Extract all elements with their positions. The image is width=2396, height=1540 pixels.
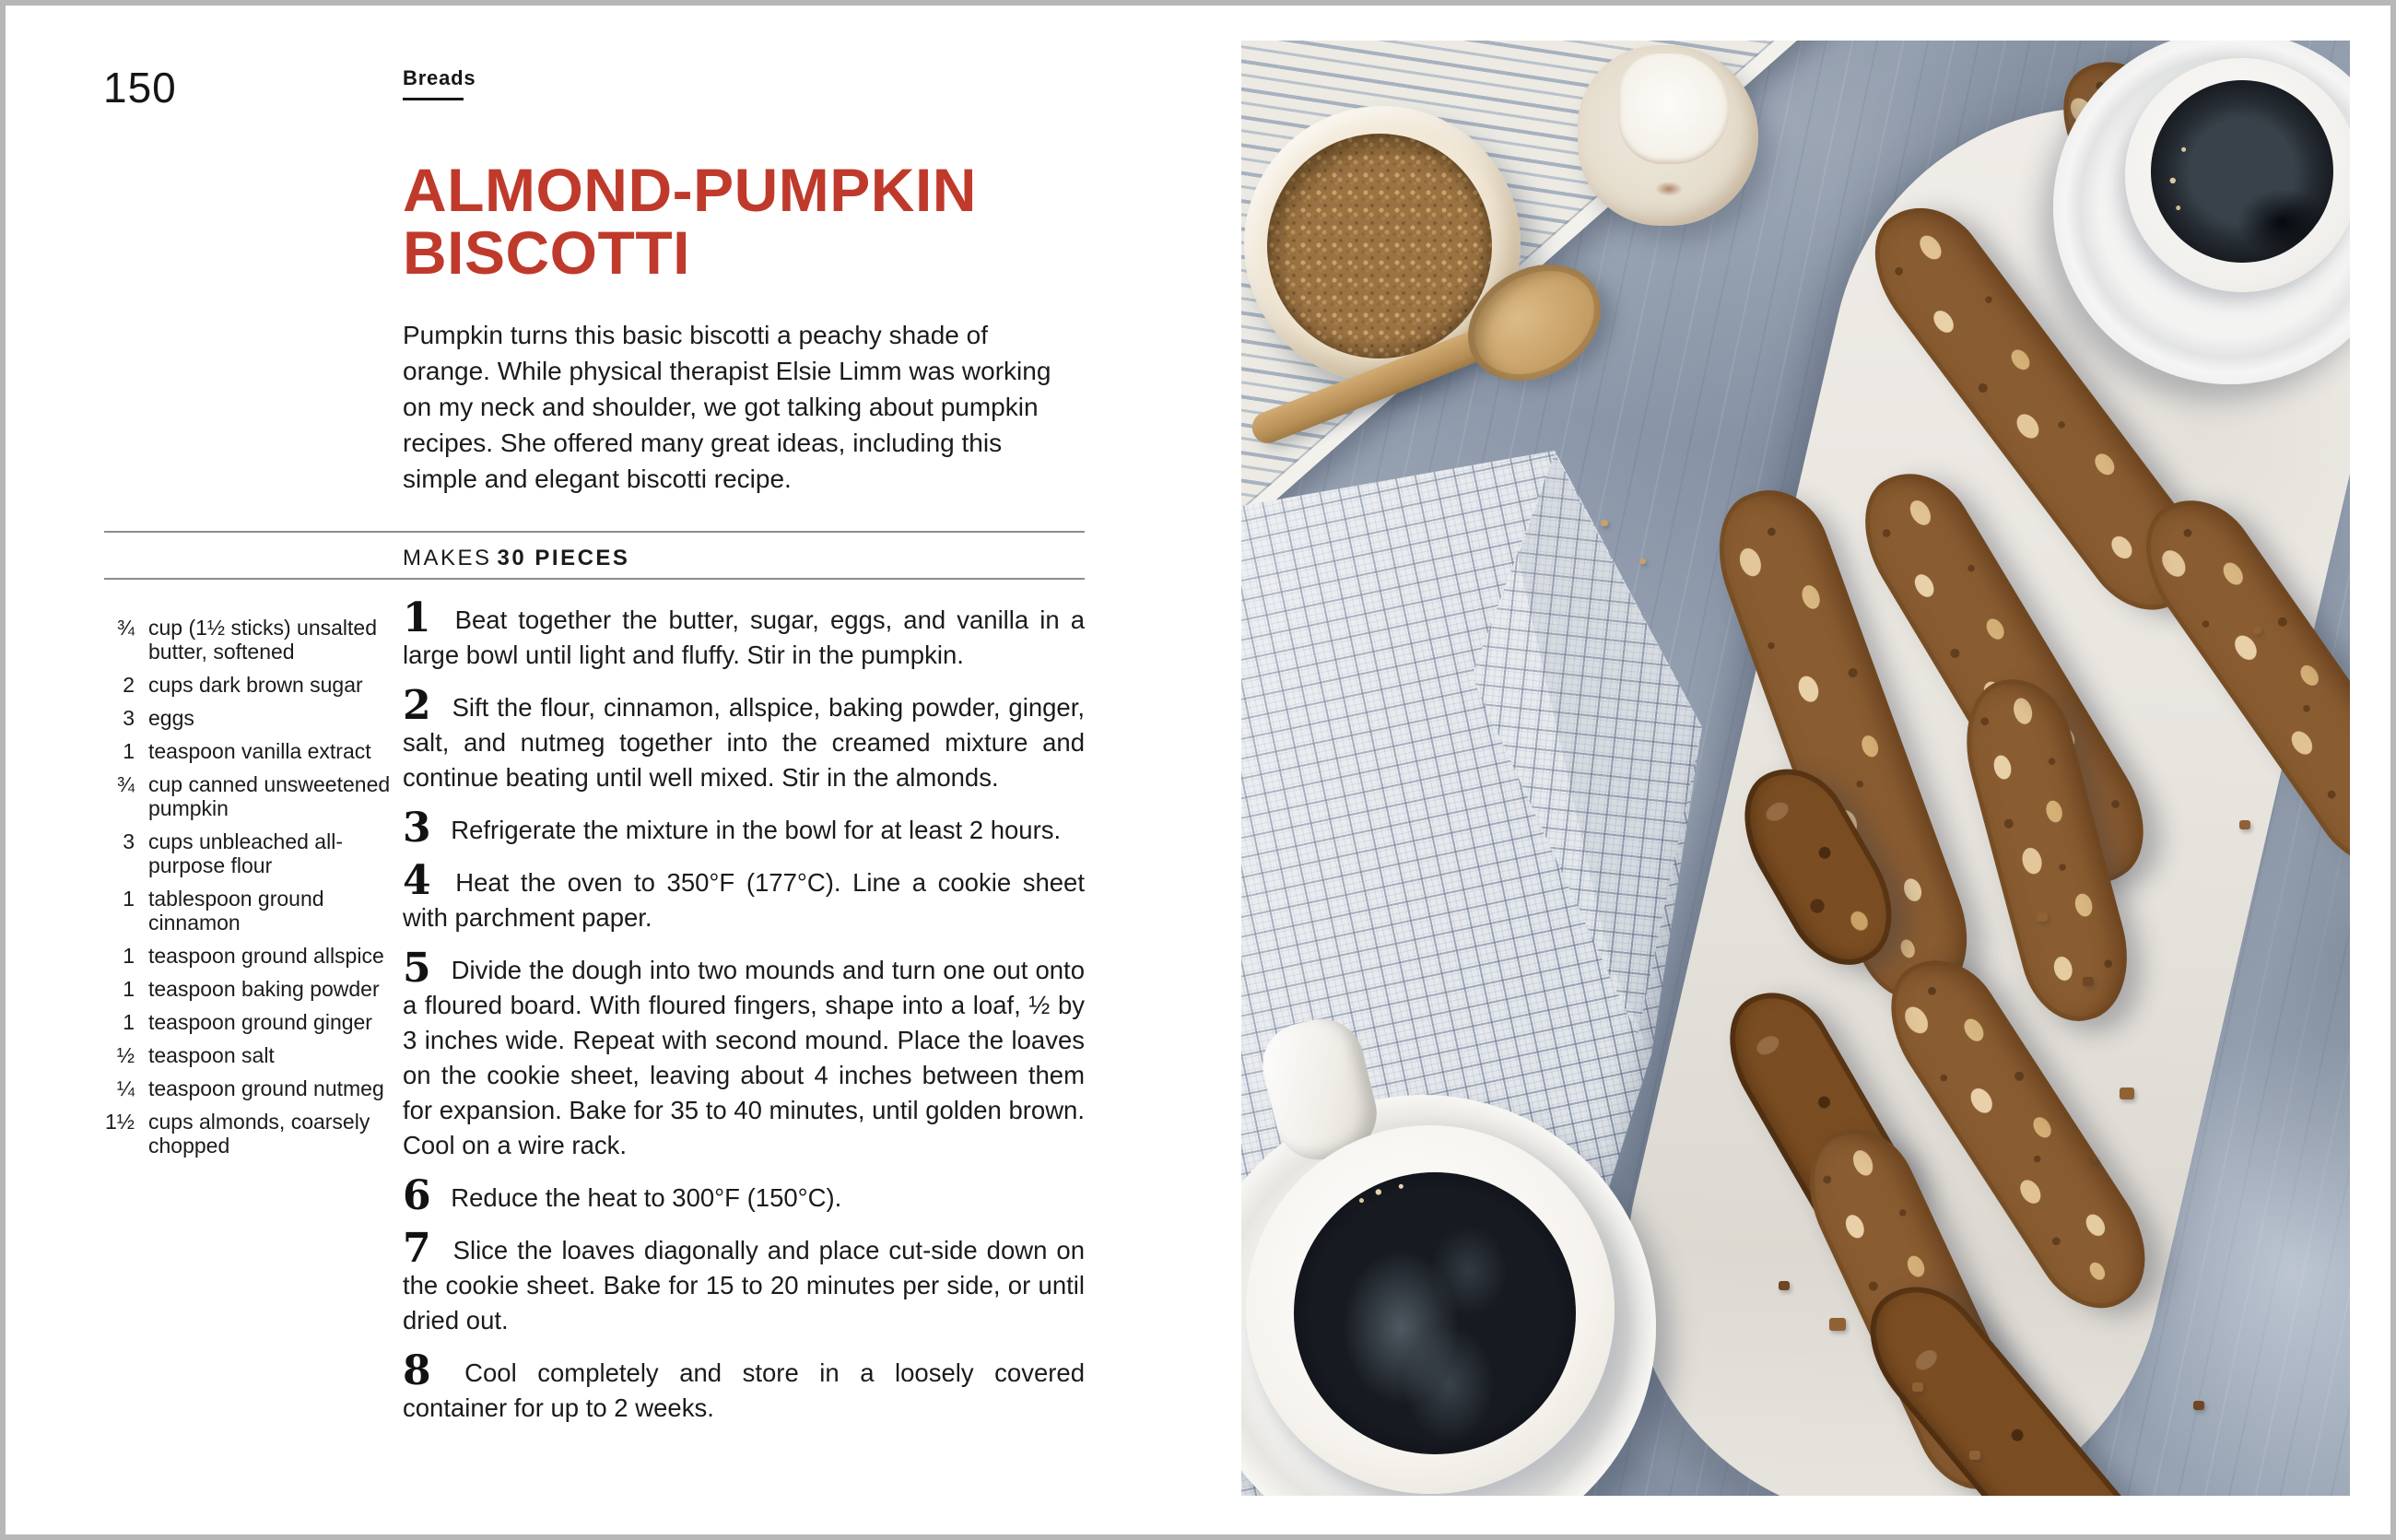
step-number: 2 [403, 682, 431, 729]
instruction-step [403, 1172, 1085, 1219]
step-text: Cool completely and store in a loosely covered container for up to 2 weeks. [403, 1358, 1085, 1422]
ingredient-quantity: 2 [123, 673, 135, 697]
yield-band [104, 531, 1085, 580]
crumb [2253, 627, 2261, 634]
crumb [2239, 820, 2250, 829]
ingredient-quantity: ¼ [116, 1076, 135, 1100]
ingredient-text: cup (1½ sticks) unsalted butter, softened [148, 616, 378, 664]
sugar-grain [1601, 520, 1608, 526]
step-number: 5 [403, 945, 431, 992]
yield-prefix: MAKES [403, 546, 492, 570]
ingredient-row [88, 977, 392, 1001]
instruction-step [403, 594, 1085, 673]
ingredient-quantity: 1 [123, 739, 135, 763]
ingredient-row [88, 887, 392, 935]
ingredient-quantity: 1 [123, 1010, 135, 1034]
ingredient-text: cup canned unsweetened pumpkin [148, 772, 391, 820]
sugar-grain [1639, 558, 1646, 564]
step-text: Sift the flour, cinnamon, allspice, baking powder, ginger, salt, and nutmeg together into the creamed mixture and continue beating until well mixed. Stir in the almonds. [403, 693, 1085, 792]
crumb [2193, 1401, 2204, 1410]
instructions-list [403, 594, 1085, 1441]
pitcher-spout [1655, 182, 1683, 196]
ingredient-row [88, 944, 392, 968]
ingredient-row [88, 673, 392, 697]
ingredient-text: teaspoon ground allspice [148, 944, 384, 968]
ingredient-text: teaspoon vanilla extract [148, 739, 371, 763]
step-text: Reduce the heat to 300°F (150°C). [443, 1183, 842, 1212]
ingredient-quantity: 1 [123, 944, 135, 968]
section-label-text: Breads [403, 66, 476, 89]
ingredient-text: teaspoon ground nutmeg [148, 1076, 384, 1100]
crumb [2037, 912, 2048, 922]
ingredient-row [88, 739, 392, 763]
ingredient-text: eggs [148, 706, 194, 730]
section-underline [403, 98, 464, 100]
ingredient-quantity: 1 [123, 977, 135, 1001]
ingredient-row [88, 1010, 392, 1034]
ingredient-text: cups dark brown sugar [148, 673, 363, 697]
ingredients-list [88, 616, 392, 1158]
step-text: Refrigerate the mixture in the bowl for at least 2 hours. [443, 816, 1062, 844]
step-text: Divide the dough into two mounds and turn one out onto a floured board. With floured fingers, shape into a loaf, ½ by 3 inches wide. Repeat with second mound. Place the loaves on the cookie sheet, leaving about 4 inches between them for expansion. Bake for 35 to 40 minutes, until golden brown. Cool on a wire rack. [403, 956, 1085, 1159]
recipe-title-line1: ALMOND-PUMPKIN [403, 156, 977, 224]
ingredient-row [88, 1043, 392, 1067]
step-text: Heat the oven to 350°F (177°C). Line a cookie sheet with parchment paper. [403, 868, 1085, 932]
ingredient-text: teaspoon ground ginger [148, 1010, 372, 1034]
ingredient-row [88, 616, 392, 664]
step-text: Slice the loaves diagonally and place cut-side down on the cookie sheet. Bake for 15 to 20 minutes per side, or until dried out. [403, 1236, 1085, 1334]
top-coffee-surface [2151, 80, 2333, 263]
ingredient-quantity: 3 [123, 706, 135, 730]
recipe-photo [1241, 41, 2350, 1496]
coffee-mug [1246, 1125, 1615, 1494]
yield-text [403, 546, 629, 571]
step-number: 4 [403, 857, 431, 904]
recipe-title [403, 156, 977, 287]
step-number: 8 [403, 1347, 431, 1394]
crumb [1779, 1281, 1790, 1290]
crumb [1912, 1382, 1923, 1392]
ingredient-row [88, 1076, 392, 1100]
step-number: 3 [403, 805, 431, 852]
brown-sugar [1267, 134, 1492, 359]
ingredient-row [88, 1110, 392, 1158]
crumb [2083, 977, 2094, 986]
ingredient-row [88, 706, 392, 730]
instruction-step [403, 682, 1085, 795]
crumb [2120, 1087, 2134, 1099]
step-text: Beat together the butter, sugar, eggs, and vanilla in a large bowl until light and fluffy. Stir in the pumpkin. [403, 605, 1085, 669]
instruction-step [403, 857, 1085, 935]
coffee-surface [1294, 1172, 1576, 1454]
instruction-step [403, 1347, 1085, 1426]
ingredient-row [88, 772, 392, 820]
recipe-intro: Pumpkin turns this basic biscotti a peachy shade of orange. While physical therapist Elsie Limm was working on my neck and shoulder, we got talking about pumpkin recipes. She offered many great ideas, including this simple and elegant biscotti recipe. [403, 321, 1051, 493]
yield-amount: 30 PIECES [497, 546, 630, 570]
milk [1618, 53, 1729, 164]
page-number: 150 [103, 64, 177, 112]
ingredient-text: tablespoon ground cinnamon [148, 887, 324, 935]
ingredient-row [88, 829, 392, 877]
instruction-step [403, 945, 1085, 1163]
section-label [403, 66, 476, 100]
instruction-step [403, 1225, 1085, 1338]
ingredient-text: teaspoon baking powder [148, 977, 380, 1001]
ingredient-quantity: ¾ [116, 772, 135, 796]
milk-pitcher [1578, 45, 1758, 226]
ingredient-text: teaspoon salt [148, 1043, 275, 1067]
crumb [1969, 1451, 1980, 1460]
ingredient-text: cups unbleached all-purpose flour [148, 829, 343, 877]
crumb [1829, 1318, 1846, 1331]
step-number: 1 [403, 594, 431, 641]
ingredient-quantity: 1 [123, 887, 135, 911]
ingredient-quantity: 1½ [105, 1110, 135, 1134]
ingredient-quantity: ¾ [116, 616, 135, 640]
instruction-step [403, 805, 1085, 852]
ingredient-text: cups almonds, coarsely chopped [148, 1110, 370, 1158]
recipe-title-line2: BISCOTTI [403, 218, 690, 287]
step-number: 7 [403, 1225, 431, 1272]
step-number: 6 [403, 1172, 431, 1219]
crumb [2089, 1156, 2097, 1163]
ingredient-quantity: 3 [123, 829, 135, 853]
ingredient-quantity: ½ [116, 1043, 135, 1067]
